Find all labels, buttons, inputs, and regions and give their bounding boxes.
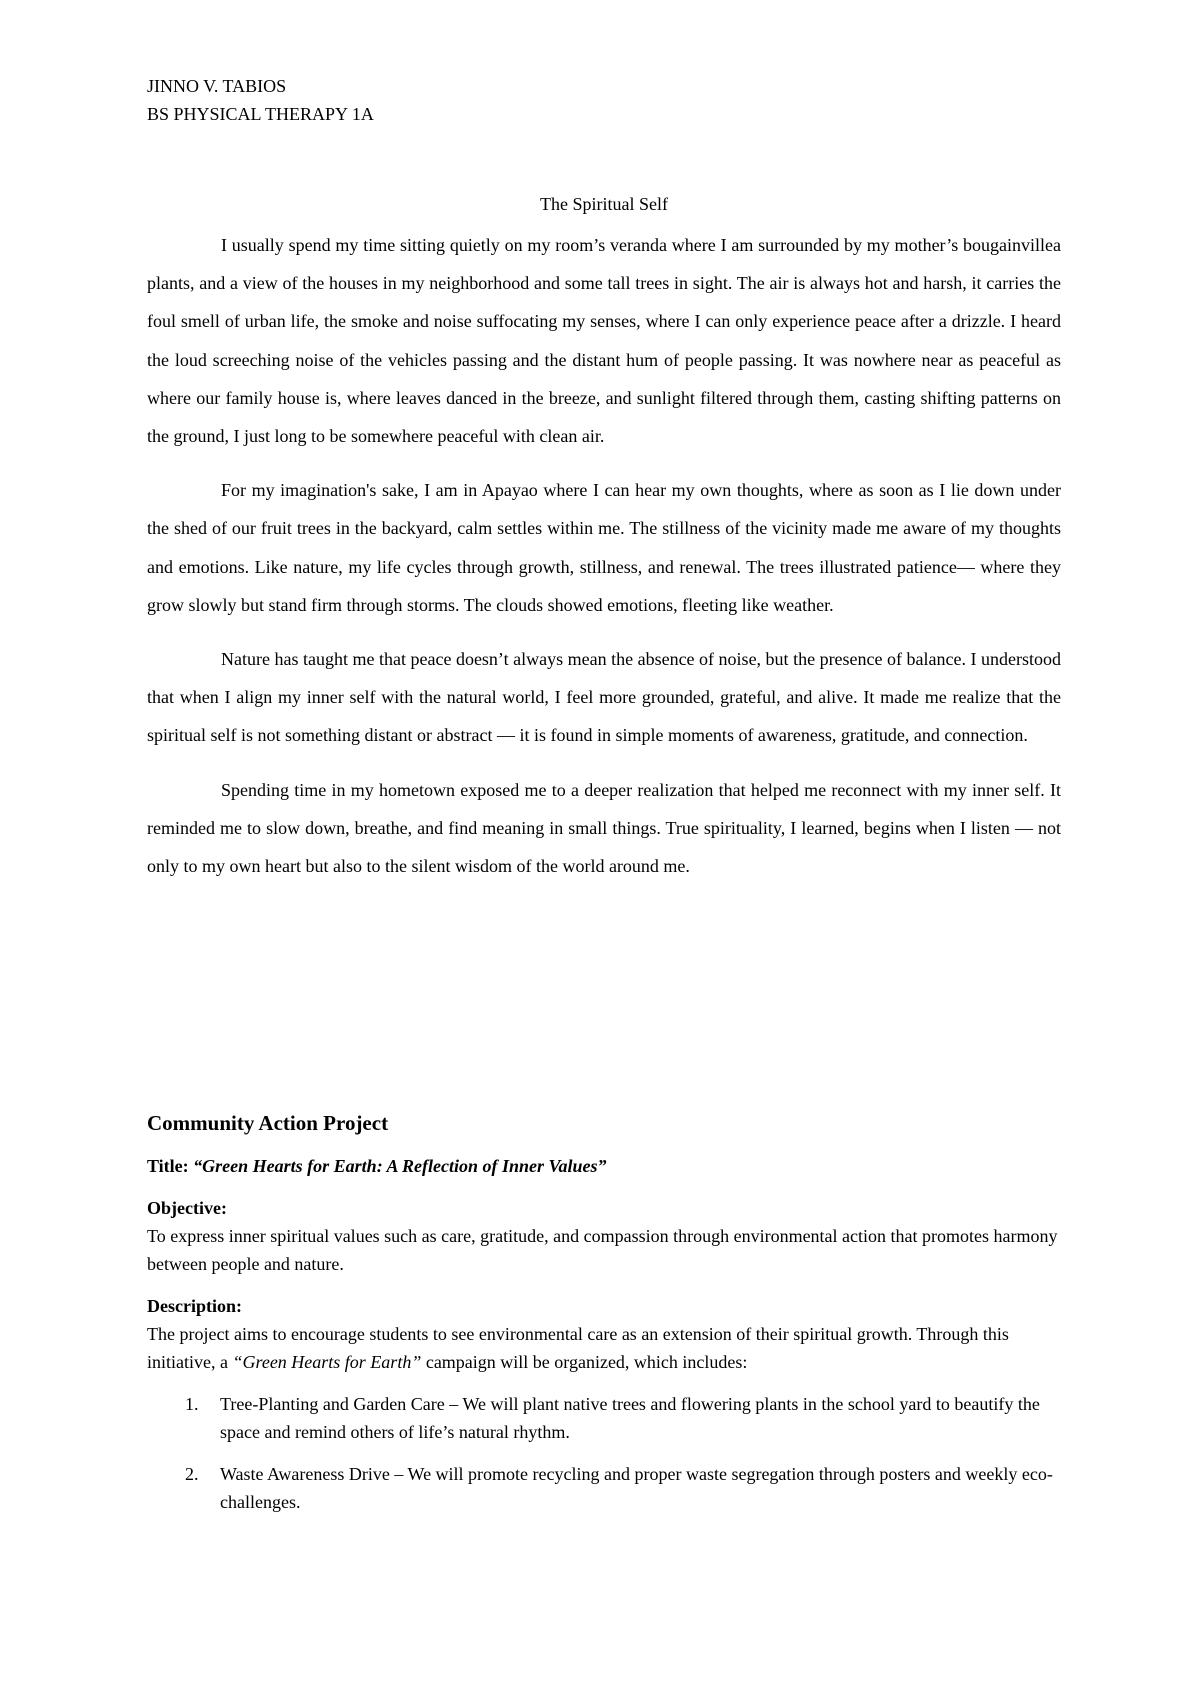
author-course: BS PHYSICAL THERAPY 1A [147,104,374,124]
essay-paragraph: Nature has taught me that peace doesn’t always mean the absence of noise, but the presence of balance. I understood that when I align my inner self with the natural world, I feel more grounded, grateful, and alive. It made me realize that the spiritual self is not something distant or abstract — it is found in simple moments of awareness, gratitude, and connection. [147,649,1061,746]
list-number: 2. [185,1464,199,1484]
description-text-start: The project aims to encourage students to see environmental care as an extension of their spiritual growth. Through this initiative, a [147,1324,1009,1372]
description-text [147,1320,1061,1376]
list-item [147,1460,1061,1516]
essay-section [147,190,1061,901]
objective-label: Objective: [147,1198,227,1218]
list-number: 1. [185,1394,199,1414]
campaign-name: “Green Hearts for Earth” [232,1352,422,1372]
description-label: Description: [147,1296,242,1316]
list-item-text: Tree-Planting and Garden Care – We will plant native trees and flowering plants in the school yard to beautify the space and remind others of life’s natural rhythm. [220,1394,1040,1442]
list-item-text: Waste Awareness Drive – We will promote recycling and proper waste segregation through posters and weekly eco-challenges. [220,1464,1053,1512]
author-name: JINNO V. TABIOS [147,76,287,96]
essay-title: The Spiritual Self [540,194,668,214]
essay-paragraph: I usually spend my time sitting quietly on my room’s veranda where I am surrounded by my mother’s bougainvillea plants, and a view of the houses in my neighborhood and some tall trees in sight. The air is always hot and harsh, it carries the foul smell of urban life, the smoke and noise suffocating my senses, where I can only experience peace after a drizzle. I heard the loud screeching noise of the vehicles passing and the distant hum of people passing. It was nowhere near as peaceful as where our family house is, where leaves danced in the breeze, and sunlight filtered through them, casting shifting patterns on the ground, I just long to be somewhere peaceful with clean air. [147,235,1061,447]
community-action-project [147,1108,1061,1530]
author-header [147,72,374,128]
essay-paragraph: Spending time in my hometown exposed me to a deeper realization that helped me reconnect with my inner self. It reminded me to slow down, breathe, and find meaning in small things. True spirituality, I learned, begins when I listen — not only to my own heart but also to the silent wisdom of the world around me. [147,779,1061,877]
list-item [147,1390,1061,1446]
activity-list [147,1390,1061,1516]
essay-paragraph: For my imagination's sake, I am in Apayao where I can hear my own thoughts, where as soon as I lie down under the shed of our fruit trees in the backyard, calm settles within me. The stillness of the vicinity made me aware of my thoughts and emotions. Like nature, my life cycles through growth, stillness, and renewal. The trees illustrated patience— where they grow slowly but stand firm through storms. The clouds showed emotions, fleeting like weather. [147,480,1061,615]
section-heading: Community Action Project [147,1111,389,1135]
objective-text: To express inner spiritual values such as care, gratitude, and compassion through environmental action that promotes harmony between people and nature. [147,1226,1058,1274]
title-value: “Green Hearts for Earth: A Reflection of Inner Values” [193,1156,607,1176]
project-title [147,1152,1061,1180]
title-label: Title: [147,1156,189,1176]
description-text-end: campaign will be organized, which includes: [421,1352,748,1372]
